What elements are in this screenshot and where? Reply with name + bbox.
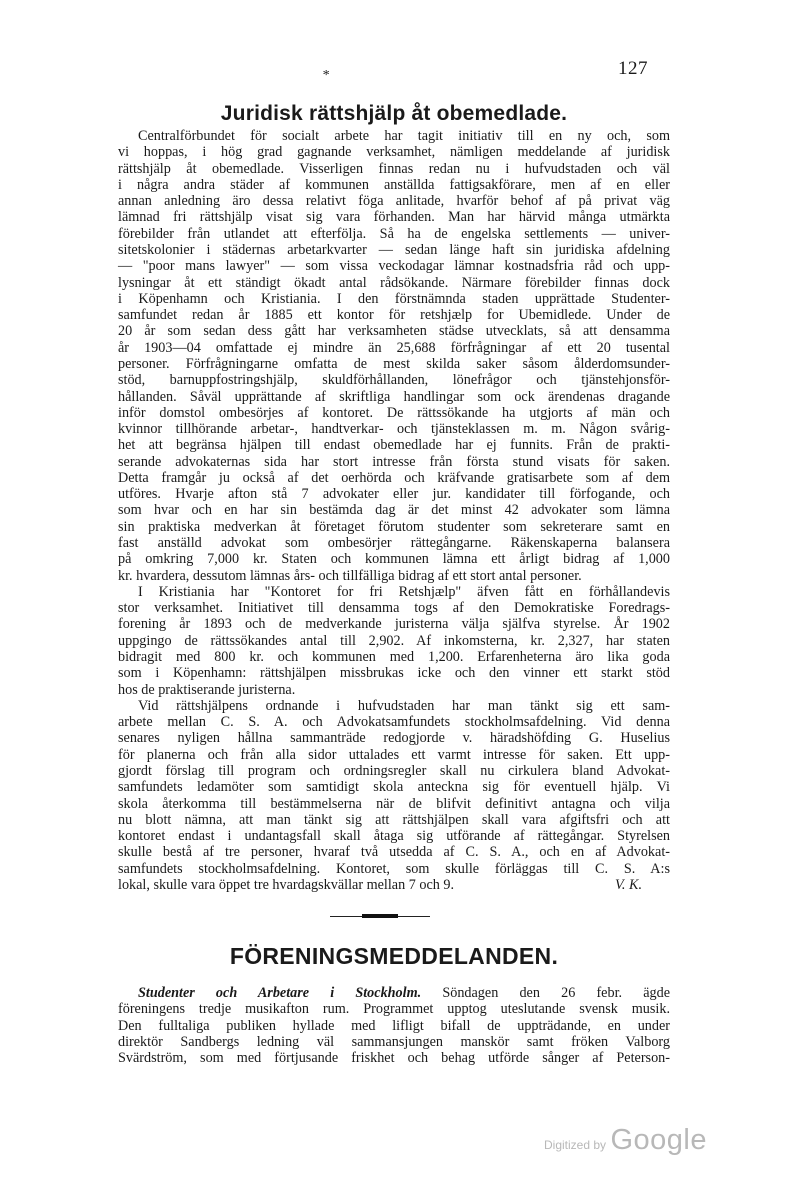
- author-signature: V. K.: [615, 876, 642, 893]
- body-line: i några andra städer af kommunen anställda fattigsakförare, men af en eller: [118, 176, 670, 193]
- body-line: senares nyligen hållna sammanträde redogjorde v. häradshöfding G. Huselius: [118, 730, 670, 747]
- section-title: FÖRENINGSMEDDELANDEN.: [229, 943, 559, 969]
- body-line: lokal, skulle vara öppet tre hvardagskvällar mellan 7 och 9.: [118, 876, 455, 893]
- stray-mark: *: [322, 68, 329, 83]
- body-line: i Köpenhamn och Kristiania. I den förstnämnda staden upprättade Studenter-: [118, 290, 670, 307]
- article-title: Juridisk rättshjälp åt obemedlade.: [220, 102, 568, 125]
- body-line: vi hoppas, i hög grad gagnande verksamhet, nämligen meddelande af juridisk: [118, 144, 670, 161]
- body-line: bidragit med 800 kr. och kommunen med 1,200. Erfarenheterna äro lika goda: [118, 649, 670, 665]
- body-line: år 1903—04 omfattade ej mindre än 25,688 förfrågningar af ett 20 tusental: [118, 339, 670, 356]
- body-line: på omkring 7,000 kr. Staten och kommunen lämna ett årligt bidrag af 1,000: [118, 551, 670, 568]
- body-line: direktör Sandbergs ledning väl sammansjungen manskör samt fröken Valborg: [118, 1033, 670, 1050]
- body-line: I Kristiania har "Kontoret for fri Retshjælp" äfven fått en förhållandevis: [138, 583, 670, 600]
- body-line: samfundet redan år 1885 ett kontor för retshjælp for Ubemidlede. Under de: [118, 307, 670, 324]
- body-line: samfundets stockholmsafdelning. Kontoret, som skulle förläggas till C. S. A:s: [118, 860, 670, 877]
- body-line: personer. Förfrågningarne omfatta de mest skilda saker såsom ålderdomsunder-: [118, 355, 670, 372]
- body-line: skulle bestå af tre personer, hvaraf två utsedda af C. S. A., och en af Advokat-: [118, 844, 670, 861]
- body-line: fast anställd advokat som ombesörjer rättegångarne. Räkenskaperna balansera: [118, 535, 670, 552]
- body-line: kontoret endast i undantagsfall skall åtaga sig utförande af rättegångar. Styrelsen: [118, 828, 670, 845]
- lead-heading: Studenter och Arbetare i Stockholm.: [138, 985, 422, 1001]
- body-line: Svärdström, som med förtjusande friskhet och behag utförde sånger af Peterson-: [118, 1050, 670, 1067]
- body-line: som i Köpenhamn: rättshjälpen missbrukas icke och den vinner ett starkt stöd: [118, 665, 670, 682]
- body-line: Detta framgår ju också af det oerhörda och kräfvande gratisarbete som af dem: [118, 469, 670, 486]
- section-divider: [330, 916, 430, 917]
- body-line: lämnad fri rättshjälp visat sig vara förhanden. Man har härvid många utmärkta: [118, 209, 670, 226]
- body-line: sin praktiska medverkan åt företaget förutom studenter som sekreterare samt en: [118, 518, 670, 535]
- body-line: föreningens tredje musikafton rum. Programmet upptog uteslutande svensk musik.: [118, 1001, 670, 1018]
- body-line: förebilder från utlandet att efterfölja. Så ha de engelska settlements — univer-: [118, 225, 670, 242]
- body-line: sitetskolonier i städernas arbetarkvarter — sedan länge haft sin juridiska afdelning: [118, 241, 670, 258]
- body-line: annan anledning äro dessa relativt föga anlitade, hvarför behof af på privat väg: [118, 193, 670, 210]
- body-line: gjordt förslag till program och ordningsregler skall nu cirkulera bland Advokat-: [118, 762, 670, 779]
- body-line: samfundets ledamöter som samtidigt skola anteckna sig för eventuell hjälp. Vi: [118, 779, 670, 796]
- body-line: hos de praktiserande juristerna.: [118, 681, 296, 698]
- body-line: arbete mellan C. S. A. och Advokatsamfundets stockholmsafdelning. Vid denna: [118, 714, 670, 731]
- body-line: serande advokaternas sida har stort intresse från första stund visats för saken.: [118, 453, 670, 470]
- body-line: het att begränsa hjälpen till endast obemedlade har ej funnits. Från de prakti-: [118, 437, 670, 454]
- body-line: skola återkomma till bestämmelserna när de blifvit definitivt antagna och vilja: [118, 795, 670, 812]
- google-logo: Google: [610, 1124, 707, 1156]
- body-line: — "poor mans lawyer" — som vissa veckodagar lämnar kostnadsfria råd och upp-: [118, 258, 670, 275]
- body-line: kr. hvardera, dessutom lämnas års- och tillfälliga bidrag af ett stort antal personer.: [118, 567, 582, 584]
- body-line: uppgingo de rättssökandes antal till 2,902. Af inkomsterna, kr. 2,327, har staten: [118, 632, 670, 649]
- body-line: nu blott nämna, att man tänkt sig att rättshjälpen skall vara afgiftsfri och att: [118, 811, 670, 828]
- body-line: rättshjälp åt obemedlade. Visserligen finnas redan nu i hufvudstaden och väl: [118, 160, 670, 177]
- watermark-text: Digitized by: [544, 1138, 607, 1152]
- body-line: Den fulltaliga publiken hyllade med lifligt bifall de uppträdande, en under: [118, 1017, 670, 1034]
- article-body: [118, 128, 670, 893]
- body-line: Vid rättshjälpens ordnande i hufvudstaden har man tänkt sig ett sam-: [138, 697, 670, 714]
- body-line: som hvar och en har sin bestämda dag är det minst 42 advokater som lämna: [118, 502, 670, 519]
- body-line: forening år 1893 och de medverkande juristerna välja själfva styrelse. År 1902: [118, 616, 670, 633]
- body-line: kvinnor tillhörande arbetar-, handtverkar- och tjänsteklassen m. m. Någon svårig-: [118, 421, 670, 438]
- section-body: [118, 985, 670, 1066]
- body-line: hållanden. Såväl upprättande af skriftliga handlingar som ock ärendenas dragande: [118, 388, 670, 405]
- body-line: för planerna och från alla sidor uttalades ett varmt intresse för saken. Ett upp-: [118, 746, 670, 763]
- body-line: 20 år som sedan dess gått har verksamheten städse utvecklats, så att densamma: [118, 323, 670, 340]
- body-line: Centralförbundet för socialt arbete har tagit initiativ till en ny och, som: [138, 128, 670, 144]
- body-line: inför domstol ombesörjes af kontoret. De rättssökande ha utgjorts af män och: [118, 404, 670, 421]
- body-line: lysningar åt ett ständigt ökadt antal rådsökande. Närmare förebilder finnas dock: [118, 274, 670, 291]
- body-line: stöd, barnuppfostringshjälp, skuldförhållanden, lönefrågor och tjänstehjonsför-: [118, 372, 670, 389]
- digitized-watermark: [544, 1124, 707, 1157]
- body-line: Söndagen den 26 febr. ägde: [421, 985, 670, 1001]
- body-line: stor verksamhet. Initiativet till densamma togs af den Demokratiske Foredrags-: [118, 600, 670, 617]
- page-number: 127: [618, 58, 648, 79]
- body-line: utföres. Hvarje afton stå 7 advokater eller jur. kandidater till förfogande, och: [118, 486, 670, 503]
- body-line-group: [118, 985, 670, 1001]
